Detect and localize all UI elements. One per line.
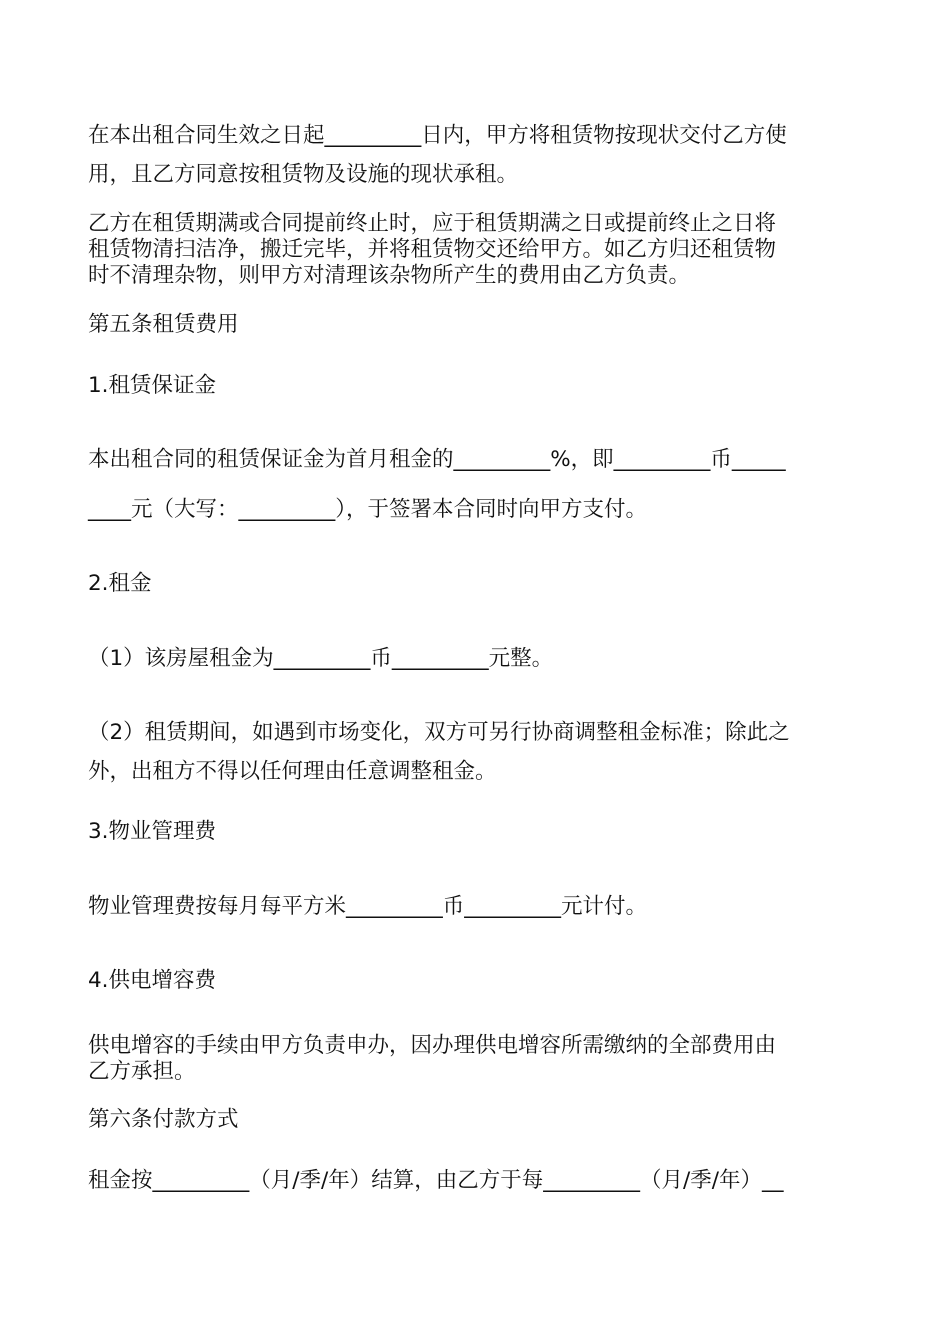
line-rent-3: 外，出租方不得以任何理由任意调整租金。 [88,759,497,784]
line-1: 在本出租合同生效之日起_________日内，甲方将租赁物按现状交付乙方使 [88,123,787,148]
line-rent-1: （1）该房屋租金为_________币_________元整。 [88,646,554,671]
line-power-1: 供电增容的手续由甲方负责申办，因办理供电增容所需缴纳的全部费用由 [88,1033,777,1058]
section-heading-5: 第五条租赁费用 [88,312,239,337]
subheading-rent: 2.租金 [88,571,152,596]
line-deposit-2: ____元（大写：_________），于签署本合同时向甲方支付。 [88,497,648,522]
section-heading-6: 第六条付款方式 [88,1107,239,1132]
line-power-2: 乙方承担。 [88,1059,196,1084]
line-3: 乙方在租赁期满或合同提前终止时，应于租赁期满之日或提前终止之日将 [88,211,777,236]
subheading-power-fee: 4.供电增容费 [88,968,217,993]
line-deposit-1: 本出租合同的租赁保证金为首月租金的_________%，即_________币_____ [88,447,786,472]
line-5: 时不清理杂物，则甲方对清理该杂物所产生的费用由乙方负责。 [88,263,691,288]
line-payment-1: 租金按_________（月/季/年）结算，由乙方于每_________（月/季/年）__ [88,1168,784,1193]
line-property-fee: 物业管理费按每月每平方米_________币_________元计付。 [88,894,648,919]
line-4: 租赁物清扫洁净，搬迁完毕，并将租赁物交还给甲方。如乙方归还租赁物 [88,237,777,262]
line-2: 用，且乙方同意按租赁物及设施的现状承租。 [88,162,519,187]
subheading-deposit: 1.租赁保证金 [88,373,217,398]
subheading-property-fee: 3.物业管理费 [88,819,217,844]
line-rent-2: （2）租赁期间，如遇到市场变化，双方可另行协商调整租金标准；除此之 [88,720,790,745]
